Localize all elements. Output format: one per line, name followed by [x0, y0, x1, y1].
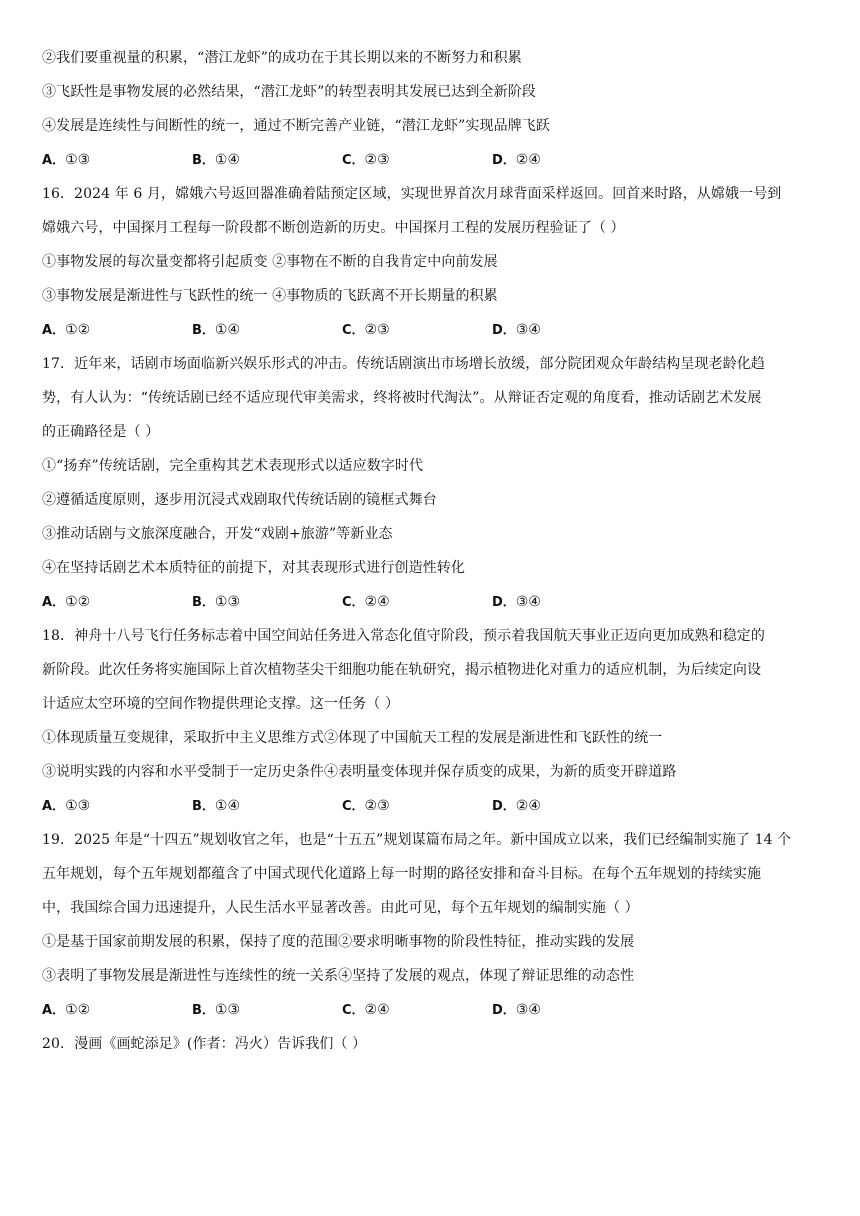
- q16-option-c[interactable]: C．②③: [342, 322, 390, 338]
- q16-option-a[interactable]: A．①②: [42, 322, 91, 338]
- q15-statement-3: ③飞跃性是事物发展的必然结果，“潜江龙虾”的转型表明其发展已达到全新阶段: [42, 84, 536, 100]
- q17-option-a[interactable]: A．①②: [42, 594, 91, 610]
- q16-option-b[interactable]: B．①④: [192, 322, 241, 338]
- q19-option-c[interactable]: C．②④: [342, 1002, 390, 1018]
- q17-stem-line-2: 势，有人认为：“传统话剧已经不适应现代审美需求，终将被时代淘汰”。从辩证否定观的角度看，推动话剧艺术发展: [42, 390, 762, 406]
- q19-stem-line-2: 五年规划，每个五年规划都蕴含了中国式现代化道路上每一时期的路径安排和奋斗目标。在每个五年规划的持续实施: [42, 866, 762, 882]
- q18-stem-line-3: 计适应太空环境的空间作物提供理论支撑。这一任务（ ）: [42, 696, 400, 712]
- q15-statement-2: ②我们要重视量的积累，“潜江龙虾”的成功在于其长期以来的不断努力和积累: [42, 50, 522, 66]
- q19-options: [42, 1000, 832, 1020]
- q18-options: [42, 796, 832, 816]
- q19-stem-line-1: 19．2025 年是“十四五”规划收官之年，也是“十五五”规划谋篇布局之年。新中国成立以来，我们已经编制实施了 14 个: [42, 832, 792, 848]
- q19-option-a[interactable]: A．①②: [42, 1002, 91, 1018]
- q17-options: [42, 592, 832, 612]
- q18-option-a[interactable]: A．①③: [42, 798, 91, 814]
- q16-options: [42, 320, 832, 340]
- q16-stem-line-2: 嫦娥六号，中国探月工程每一阶段都不断创造新的历史。中国探月工程的发展历程验证了（ ）: [42, 220, 625, 236]
- q17-stem-line-3: 的正确路径是（ ）: [42, 424, 160, 440]
- q18-stem-line-2: 新阶段。此次任务将实施国际上首次植物茎尖干细胞功能在轨研究，揭示植物进化对重力的适应机制，为后续定向设: [42, 662, 762, 678]
- q20-stem-line-1: 20．漫画《画蛇添足》(作者：冯火）告诉我们（ ）: [42, 1036, 367, 1052]
- q16-stem-line-1: 16．2024 年 6 月，嫦娥六号返回器准确着陆预定区域，实现世界首次月球背面采样返回。回首来时路，从嫦娥一号到: [42, 186, 782, 202]
- q17-statement-1: ①“扬弃”传统话剧，完全重构其艺术表现形式以适应数字时代: [42, 458, 424, 474]
- q17-stem-line-1: 17．近年来，话剧市场面临新兴娱乐形式的冲击。传统话剧演出市场增长放缓，部分院团观众年龄结构呈现老龄化趋: [42, 356, 766, 372]
- q15-statement-4: ④发展是连续性与间断性的统一，通过不断完善产业链，“潜江龙虾”实现品牌飞跃: [42, 118, 551, 134]
- q17-option-d[interactable]: D．③④: [492, 594, 541, 610]
- q19-stem-line-3: 中，我国综合国力迅速提升，人民生活水平显著改善。由此可见，每个五年规划的编制实施（ ）: [42, 900, 639, 916]
- q18-option-b[interactable]: B．①④: [192, 798, 241, 814]
- q15-option-d[interactable]: D．②④: [492, 152, 541, 168]
- q15-option-a[interactable]: A．①③: [42, 152, 91, 168]
- q18-statements-line-1: ①体现质量互变规律，采取折中主义思维方式②体现了中国航天工程的发展是渐进性和飞跃性的统一: [42, 730, 663, 746]
- q19-statements-line-1: ①是基于国家前期发展的积累，保持了度的范围②要求明晰事物的阶段性特征，推动实践的发展: [42, 934, 635, 950]
- q17-option-b[interactable]: B．①③: [192, 594, 241, 610]
- q19-option-d[interactable]: D．③④: [492, 1002, 541, 1018]
- q19-option-b[interactable]: B．①③: [192, 1002, 241, 1018]
- q15-option-b[interactable]: B．①④: [192, 152, 241, 168]
- q18-stem-line-1: 18．神舟十八号飞行任务标志着中国空间站任务进入常态化值守阶段，预示着我国航天事业正迈向更加成熟和稳定的: [42, 628, 766, 644]
- q17-statement-3: ③推动话剧与文旅深度融合，开发“戏剧+旅游”等新业态: [42, 526, 393, 542]
- q16-statements-line-1: ①事物发展的每次量变都将引起质变 ②事物在不断的自我肯定中向前发展: [42, 254, 498, 270]
- q16-statements-line-2: ③事物发展是渐进性与飞跃性的统一 ④事物质的飞跃离不开长期量的积累: [42, 288, 498, 304]
- q15-options: [42, 150, 832, 170]
- q18-option-d[interactable]: D．②④: [492, 798, 541, 814]
- q15-option-c[interactable]: C．②③: [342, 152, 390, 168]
- q16-option-d[interactable]: D．③④: [492, 322, 541, 338]
- q17-statement-4: ④在坚持话剧艺术本质特征的前提下，对其表现形式进行创造性转化: [42, 560, 465, 576]
- q18-option-c[interactable]: C．②③: [342, 798, 390, 814]
- q18-statements-line-2: ③说明实践的内容和水平受制于一定历史条件④表明量变体现并保存质变的成果，为新的质变开辟道路: [42, 764, 677, 780]
- q17-option-c[interactable]: C．②④: [342, 594, 390, 610]
- q19-statements-line-2: ③表明了事物发展是渐进性与连续性的统一关系④坚持了发展的观点，体现了辩证思维的动态性: [42, 968, 635, 984]
- q17-statement-2: ②遵循适度原则，逐步用沉浸式戏剧取代传统话剧的镜框式舞台: [42, 492, 437, 508]
